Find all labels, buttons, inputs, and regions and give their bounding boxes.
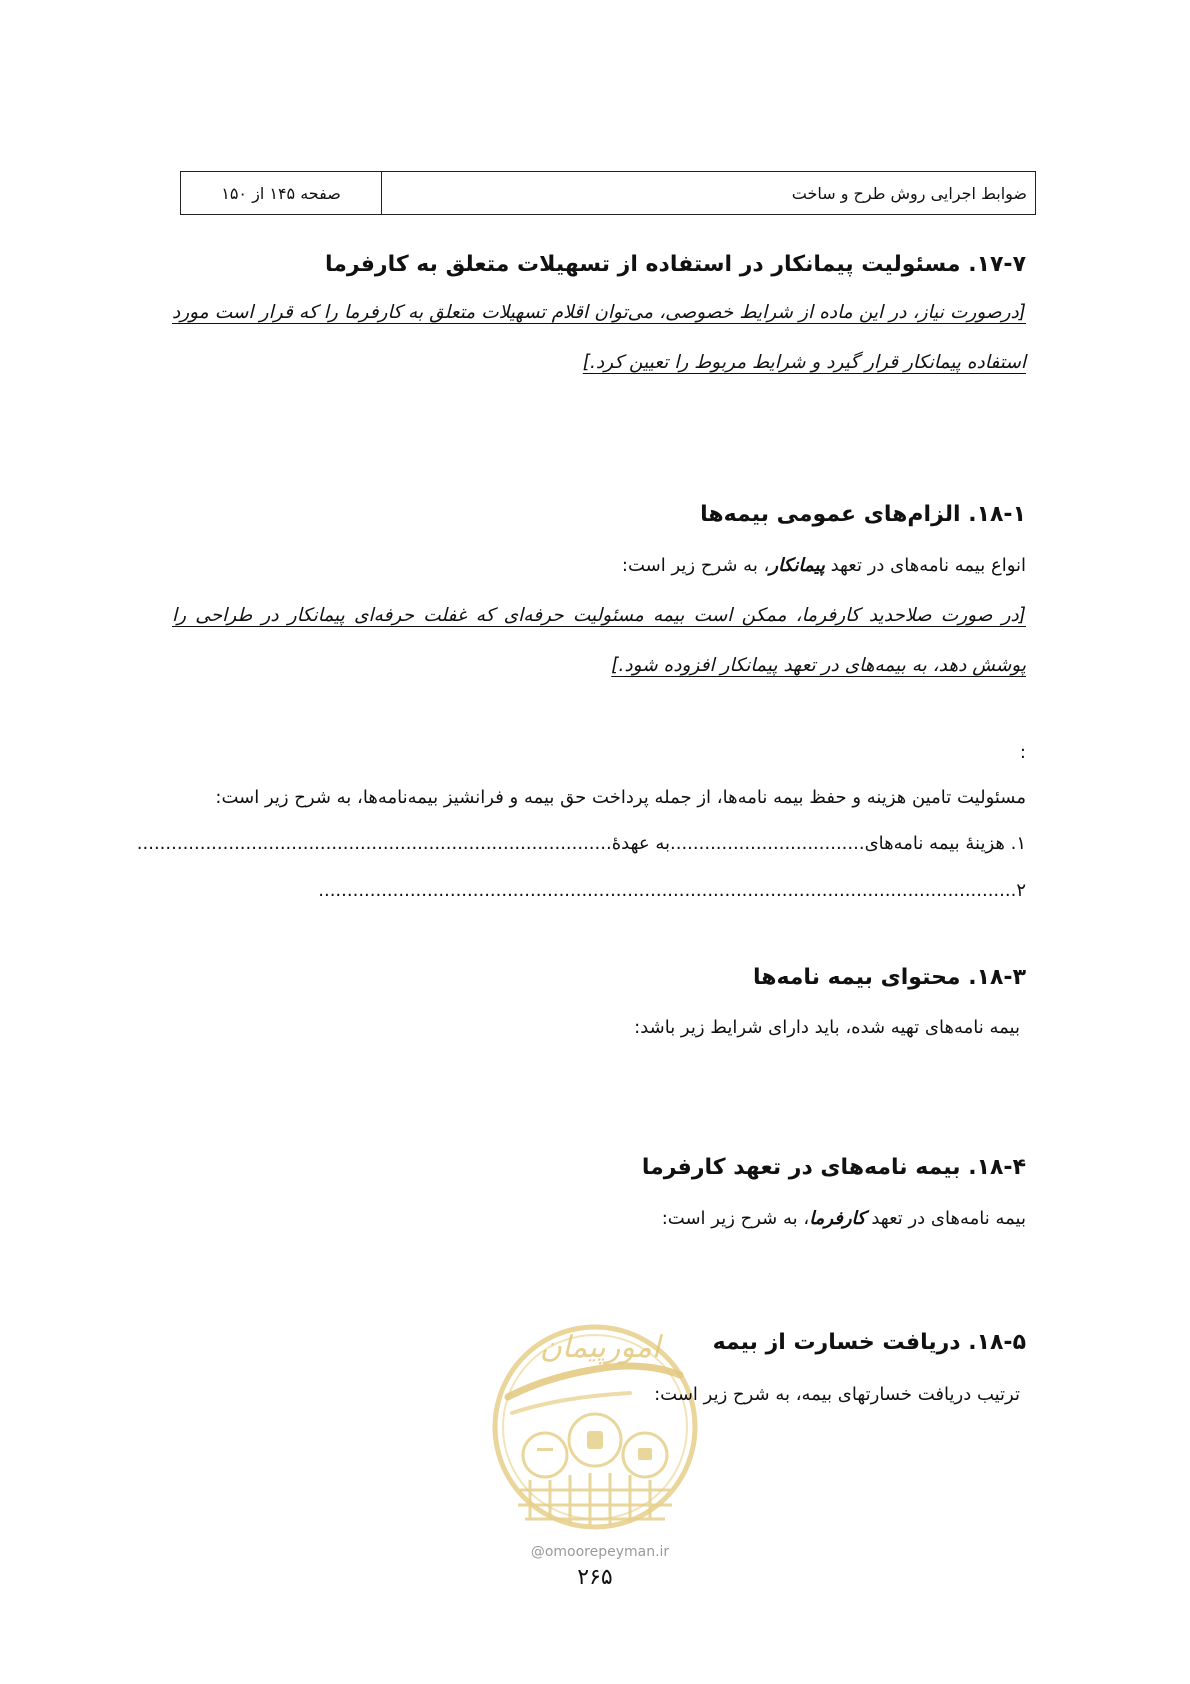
page-header-table <box>180 171 1036 215</box>
section-18-1-responsibility: مسئولیت تامین هزینه و حفظ بیمه نامه‌ها، از جمله پرداخت حق بیمه و فرانشیز بیمه‌نامه‌ها، به شرح زیر است: <box>215 787 1026 808</box>
section-17-7-note-line2: استفاده پیمانکار قرار گیرد و شرایط مربوط را تعیین کرد.] <box>582 352 1026 373</box>
page-number: ۲۶۵ <box>577 1565 613 1590</box>
section-18-4-text <box>662 1208 1026 1229</box>
section-18-1-note-line2: پوشش دهد، به بیمه‌های در تعهد پیمانکار افزوده شود.] <box>611 655 1026 676</box>
watermark-site: @omoorepeyman.ir <box>530 1544 670 1560</box>
watermark-logo-text: امورپیمان <box>539 1330 661 1365</box>
insurance-item-1 <box>137 833 1026 854</box>
s18-4-text-before: بیمه نامه‌های در تعهد <box>865 1208 1026 1229</box>
section-18-3-text: بیمه نامه‌های تهیه شده، باید دارای شرایط زیر باشد: <box>634 1017 1020 1038</box>
section-17-7-heading: ۱۷-۷. مسئولیت پیمانکار در استفاده از تسهیلات متعلق به کارفرما <box>324 252 1026 277</box>
item2-blank: ......................................................................................................................... <box>318 880 1011 901</box>
item2-number: ۲. <box>1010 880 1026 901</box>
s18-4-employer-emphasis: کارفرما <box>809 1208 866 1229</box>
header-page-indicator: صفحه ۱۴۵ از ۱۵۰ <box>221 183 341 203</box>
section-18-3-heading: ۱۸-۳. محتوای بیمه نامه‌ها <box>752 965 1026 990</box>
insurance-item-2 <box>318 880 1026 901</box>
item1-label-responsible: به عهدهٔ <box>611 833 671 854</box>
section-17-7-note-line1: [درصورت نیاز، در این ماده از شرایط خصوصی، می‌توان اقلام تسهیلات متعلق به کارفرما را که قرار است مورد <box>172 302 1026 323</box>
section-18-1-heading: ۱۸-۱. الزام‌های عمومی بیمه‌ها <box>700 502 1026 527</box>
section-18-5-heading: ۱۸-۵. دریافت خسارت از بیمه <box>712 1330 1026 1355</box>
intro-text-after: ، به شرح زیر است: <box>621 555 770 576</box>
watermark-logo <box>490 1305 700 1575</box>
intro-text-before: انواع بیمه نامه‌های در تعهد <box>824 555 1026 576</box>
section-18-1-intro <box>622 555 1026 576</box>
section-18-4-heading: ۱۸-۴. بیمه نامه‌های در تعهد کارفرما <box>641 1155 1026 1180</box>
item1-blank-b: ................................................................................... <box>136 833 612 854</box>
section-18-5-text: ترتیب دریافت خسارتهای بیمه، به شرح زیر است: <box>654 1384 1020 1405</box>
item1-blank-a: .................................. <box>670 833 865 854</box>
s18-4-text-after: ، به شرح زیر است: <box>661 1208 810 1229</box>
item1-label: ۱. هزینهٔ بیمه نامه‌های <box>864 833 1026 854</box>
header-document-title: ضوابط اجرایی روش طرح و ساخت <box>381 172 1035 214</box>
intro-contractor-emphasis: پیمانکار <box>769 555 825 576</box>
section-18-1-note-line1: [در صورت صلاحدید کارفرما، ممکن است بیمه مسئولیت حرفه‌ای که غفلت حرفه‌ای پیمانکار در طراحی را <box>172 605 1026 626</box>
section-18-1-colon: : <box>1019 742 1026 763</box>
